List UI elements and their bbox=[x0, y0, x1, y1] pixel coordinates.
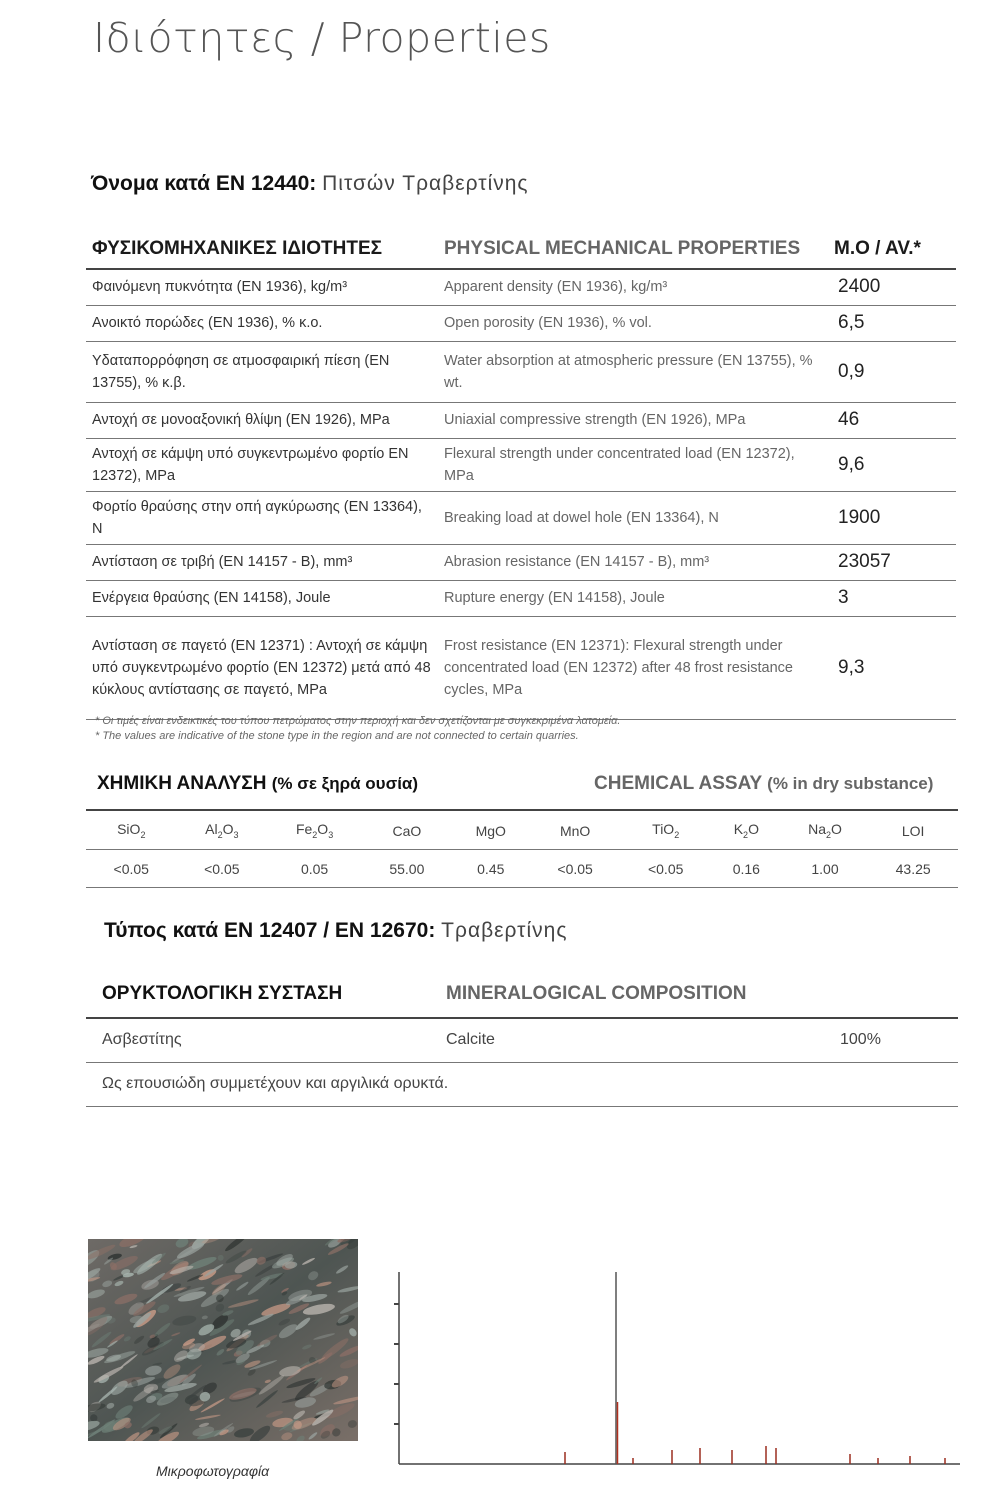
chemical-header-gr-sub: (% σε ξηρά ουσία) bbox=[271, 774, 419, 793]
property-value: 1900 bbox=[828, 491, 956, 544]
chemical-header-en bbox=[594, 773, 933, 795]
property-value: 9,3 bbox=[828, 616, 956, 719]
oxide-part: K bbox=[733, 821, 744, 838]
property-name-gr: Φαινόμενη πυκνότητα (EN 1936), kg/m³ bbox=[86, 269, 438, 305]
oxide-part: O bbox=[748, 821, 759, 838]
oxide-part: 2 bbox=[312, 829, 318, 840]
property-name-en: Rupture energy (EN 14158), Joule bbox=[438, 580, 828, 616]
oxide-part: TiO bbox=[652, 821, 675, 838]
oxide-name bbox=[620, 812, 711, 850]
property-row bbox=[86, 438, 956, 491]
property-row bbox=[86, 269, 956, 305]
oxide-part: Fe bbox=[295, 821, 313, 838]
property-name-gr: Ανοικτό πορώδες (EN 1936), % κ.ο. bbox=[86, 305, 438, 341]
micro-caption: Μικροφωτογραφία bbox=[156, 1463, 270, 1479]
property-name-en: Uniaxial compressive strength (EN 1926), MPa bbox=[438, 402, 828, 438]
physical-header-value: M.O / AV.* bbox=[828, 230, 956, 269]
property-name-gr: Αντίσταση σε παγετό (EN 12371) : Αντοχή σε κάμψη υπό συγκεντρωμένο φορτίο (EN 12372) μετά από 48 κύκλους αντίστασης σε παγετό, MPa bbox=[86, 616, 438, 719]
stone-type-value: Τραβερτίνης bbox=[441, 919, 568, 942]
property-name-en: Abrasion resistance (EN 14157 - B), mm³ bbox=[438, 544, 828, 580]
oxide-name bbox=[711, 812, 782, 850]
physical-properties-table bbox=[86, 230, 956, 720]
xrd-diffractogram bbox=[370, 1262, 962, 1476]
oxide-value: 1.00 bbox=[782, 850, 869, 888]
mineral-name-gr: Ασβεστίτης bbox=[102, 1031, 182, 1048]
oxide-part: 2 bbox=[217, 829, 223, 840]
property-value: 3 bbox=[828, 580, 956, 616]
property-row bbox=[86, 305, 956, 341]
oxide-part: MnO bbox=[559, 822, 591, 839]
oxide-part: 2 bbox=[140, 829, 146, 840]
mineral-note: Ως επουσιώδη συμμετέχουν και αργιλικά ορυκτά. bbox=[102, 1075, 449, 1092]
oxide-part: O bbox=[317, 821, 329, 838]
property-value: 9,6 bbox=[828, 438, 956, 491]
property-name-en: Breaking load at dowel hole (EN 13364), N bbox=[438, 491, 828, 544]
oxide-name bbox=[86, 812, 177, 850]
oxide-part: 3 bbox=[328, 829, 334, 840]
chemical-table bbox=[86, 812, 958, 888]
mineral-header-en: MINERALOGICAL COMPOSITION bbox=[446, 983, 747, 1004]
property-name-en: Frost resistance (EN 12371): Flexural strength under concentrated load (EN 12372) after 48 frost resistance cycles, MPa bbox=[438, 616, 828, 719]
property-name-en: Flexural strength under concentrated load (EN 12372), MPa bbox=[438, 438, 828, 491]
oxide-part: Na bbox=[808, 821, 826, 838]
oxide-part: 2 bbox=[674, 829, 680, 840]
property-row bbox=[86, 616, 956, 719]
chemical-header-gr-main: ΧΗΜΙΚΗ ΑΝΑΛΥΣΗ bbox=[97, 773, 267, 794]
oxide-value: 43.25 bbox=[868, 850, 958, 888]
oxide-part: 2 bbox=[826, 829, 832, 840]
property-value: 23057 bbox=[828, 544, 956, 580]
oxide-value: <0.05 bbox=[177, 850, 268, 888]
micro-photograph bbox=[88, 1239, 358, 1441]
stone-type-line bbox=[104, 919, 567, 943]
oxide-name bbox=[452, 812, 530, 850]
page-title: Ιδιότητες / Properties bbox=[93, 14, 551, 62]
mineral-row bbox=[86, 1019, 958, 1063]
footnote-gr: * Οι τιμές είναι ενδεικτικές του τύπου πετρώματος στην περιοχή και δεν σχετίζονται με συγκεκριμένα λατομεία. bbox=[95, 715, 621, 727]
oxide-part: 3 bbox=[233, 829, 239, 840]
property-name-en: Water absorption at atmospheric pressure (EN 13755), % wt. bbox=[438, 341, 828, 402]
oxide-name bbox=[782, 812, 869, 850]
property-name-gr: Υδαταπορρόφηση σε ατμοσφαιρική πίεση (EN 13755), % κ.β. bbox=[86, 341, 438, 402]
property-row bbox=[86, 491, 956, 544]
oxide-name bbox=[868, 812, 958, 850]
property-name-gr: Ενέργεια θραύσης (EN 14158), Joule bbox=[86, 580, 438, 616]
property-row bbox=[86, 341, 956, 402]
oxide-value: <0.05 bbox=[86, 850, 177, 888]
oxide-value: 55.00 bbox=[362, 850, 452, 888]
mineral-note-row bbox=[86, 1063, 958, 1107]
oxide-part: O bbox=[831, 821, 842, 838]
stone-name-value: Πιτσών Τραβερτίνης bbox=[322, 172, 529, 195]
property-name-en: Apparent density (EN 1936), kg/m³ bbox=[438, 269, 828, 305]
oxide-part: CaO bbox=[392, 822, 422, 839]
chemical-rule bbox=[86, 809, 958, 811]
oxide-part: SiO bbox=[117, 821, 141, 838]
oxide-value: 0.05 bbox=[267, 850, 362, 888]
property-name-gr: Αντίσταση σε τριβή (EN 14157 - B), mm³ bbox=[86, 544, 438, 580]
oxide-value: 0.45 bbox=[452, 850, 530, 888]
chemical-header-gr bbox=[97, 773, 418, 795]
mineral-name-en: Calcite bbox=[446, 1031, 495, 1048]
property-name-gr: Αντοχή σε κάμψη υπό συγκεντρωμένο φορτίο EN 12372), MPa bbox=[86, 438, 438, 491]
oxide-part: Al bbox=[205, 821, 218, 838]
oxide-part: MgO bbox=[475, 822, 506, 839]
oxide-value: <0.05 bbox=[620, 850, 711, 888]
physical-header-gr: ΦΥΣΙΚΟΜΗΧΑΝΙΚΕΣ ΙΔΙΟΤΗΤΕΣ bbox=[86, 230, 438, 269]
footnote-en: * The values are indicative of the stone type in the region and are not connected to certain quarries. bbox=[95, 730, 579, 742]
property-value: 0,9 bbox=[828, 341, 956, 402]
mineral-percent: 100% bbox=[840, 1031, 881, 1048]
oxide-value: <0.05 bbox=[530, 850, 621, 888]
property-name-en: Open porosity (EN 1936), % vol. bbox=[438, 305, 828, 341]
mineral-header-gr: ΟΡΥΚΤΟΛΟΓΙΚΗ ΣΥΣΤΑΣΗ bbox=[102, 983, 343, 1004]
oxide-part: 2 bbox=[743, 829, 749, 840]
property-row bbox=[86, 544, 956, 580]
stone-name-label: Όνομα κατά EN 12440: bbox=[91, 172, 317, 195]
oxide-name bbox=[530, 812, 621, 850]
property-value: 2400 bbox=[828, 269, 956, 305]
oxide-name bbox=[177, 812, 268, 850]
oxide-part: LOI bbox=[901, 822, 925, 839]
physical-header-en: PHYSICAL MECHANICAL PROPERTIES bbox=[438, 230, 828, 269]
property-value: 6,5 bbox=[828, 305, 956, 341]
property-row bbox=[86, 580, 956, 616]
property-row bbox=[86, 402, 956, 438]
property-value: 46 bbox=[828, 402, 956, 438]
oxide-part: O bbox=[222, 821, 234, 838]
stone-name-line bbox=[91, 172, 529, 196]
chemical-header-en-sub: (% in dry substance) bbox=[767, 774, 934, 793]
chemical-header-en-main: CHEMICAL ASSAY bbox=[594, 773, 762, 794]
oxide-value: 0.16 bbox=[711, 850, 782, 888]
property-name-gr: Φορτίο θραύσης στην οπή αγκύρωσης (EN 13364), N bbox=[86, 491, 438, 544]
oxide-name bbox=[362, 812, 452, 850]
stone-type-label: Τύπος κατά EN 12407 / EN 12670: bbox=[104, 919, 436, 942]
property-name-gr: Αντοχή σε μονοαξονική θλίψη (EN 1926), MPa bbox=[86, 402, 438, 438]
oxide-name bbox=[267, 812, 362, 850]
